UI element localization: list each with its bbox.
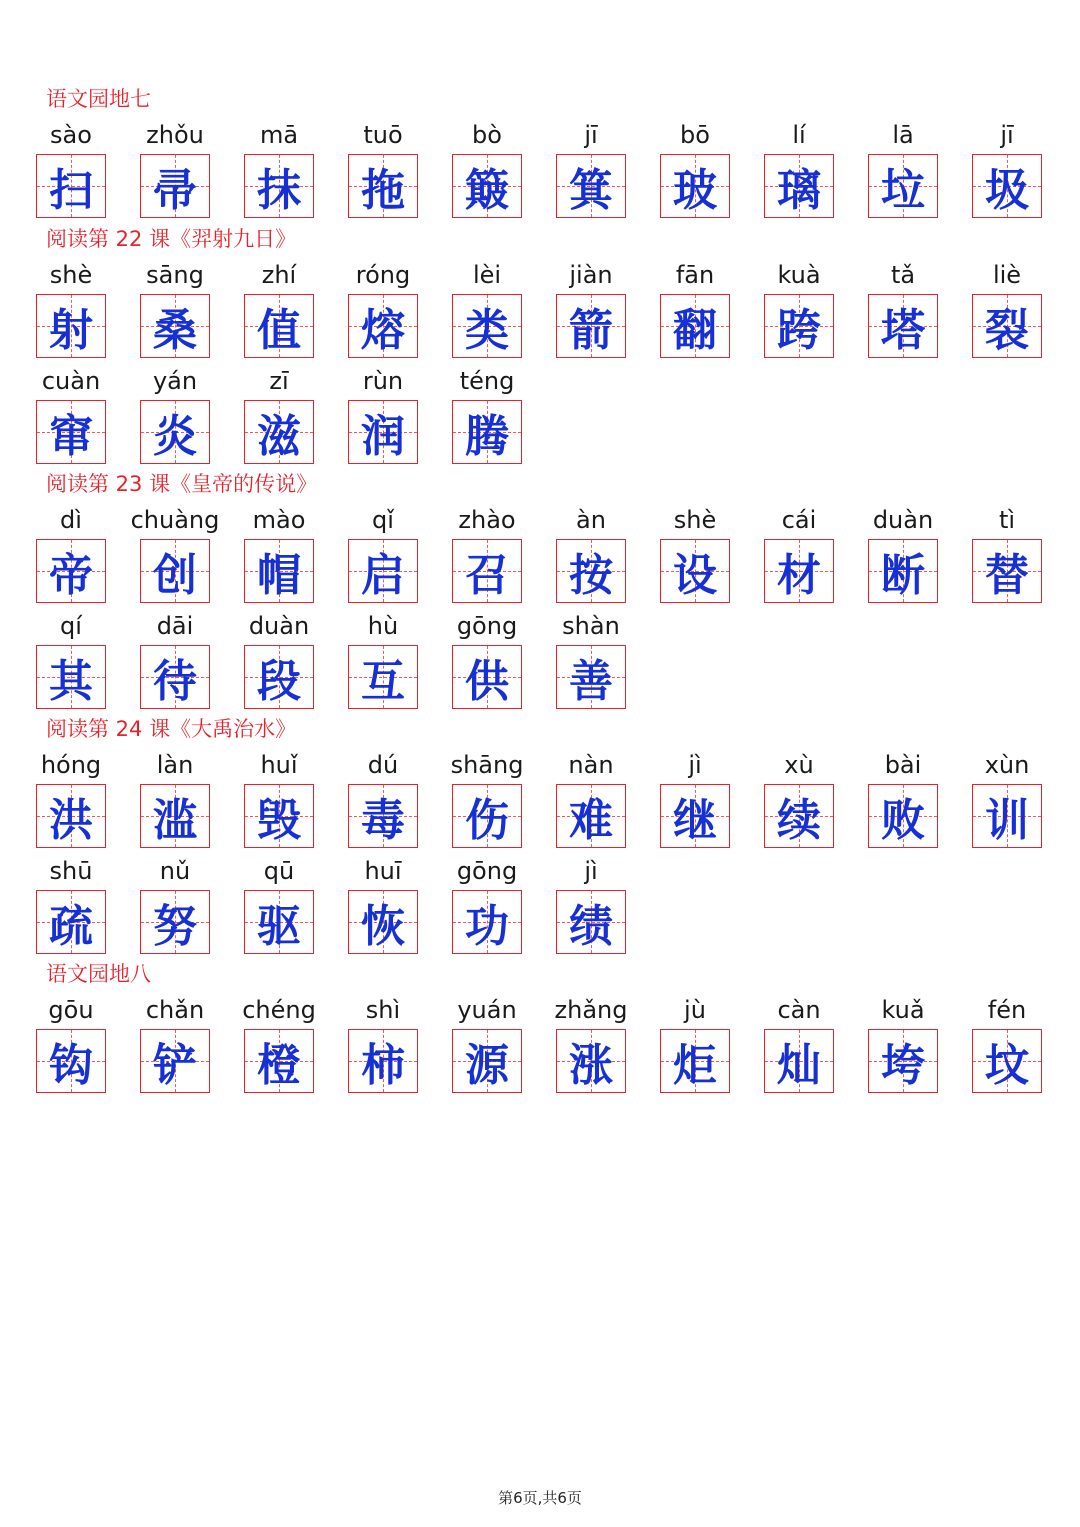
hanzi-character: 垃 xyxy=(881,165,925,216)
hanzi-character: 启 xyxy=(361,550,405,601)
tianzige-box xyxy=(36,400,106,464)
tianzige-box xyxy=(36,645,106,709)
pinyin-label: huī xyxy=(364,857,402,885)
tianzige-box xyxy=(660,539,730,603)
hanzi-character: 洪 xyxy=(49,795,93,846)
tianzige-box xyxy=(140,539,210,603)
pinyin-label: àn xyxy=(576,506,606,534)
tianzige-box xyxy=(348,400,418,464)
pinyin-label: gōng xyxy=(456,857,518,885)
pinyin-label: zhào xyxy=(458,506,516,534)
tianzige-box xyxy=(556,890,626,954)
pinyin-label: róng xyxy=(355,261,411,289)
hanzi-character: 驱 xyxy=(257,901,301,952)
pinyin-label: fén xyxy=(987,996,1027,1024)
tianzige-box xyxy=(972,1029,1042,1093)
hanzi-character: 伤 xyxy=(465,795,509,846)
tianzige-box xyxy=(36,294,106,358)
tianzige-box xyxy=(348,154,418,218)
tianzige-box xyxy=(348,784,418,848)
tianzige-box xyxy=(972,539,1042,603)
pinyin-label: shāng xyxy=(450,751,524,779)
pinyin-label: gōng xyxy=(456,612,518,640)
hanzi-character: 扫 xyxy=(49,165,93,216)
pinyin-label: càn xyxy=(777,996,821,1024)
hanzi-character: 毒 xyxy=(361,795,405,846)
pinyin-label: bài xyxy=(884,751,922,779)
tianzige-box xyxy=(452,784,522,848)
tianzige-box xyxy=(452,400,522,464)
pinyin-label: tuō xyxy=(363,121,403,149)
pinyin-label: shì xyxy=(365,996,401,1024)
hanzi-character: 炬 xyxy=(673,1040,717,1091)
tianzige-box xyxy=(244,1029,314,1093)
pinyin-label: shū xyxy=(49,857,93,885)
tianzige-box xyxy=(868,154,938,218)
hanzi-character: 橙 xyxy=(257,1040,301,1091)
pinyin-label: xùn xyxy=(984,751,1030,779)
hanzi-character: 裂 xyxy=(985,305,1029,356)
hanzi-character: 材 xyxy=(777,550,821,601)
hanzi-character: 圾 xyxy=(985,165,1029,216)
hanzi-character: 簸 xyxy=(465,165,509,216)
pinyin-label: chǎn xyxy=(145,996,205,1024)
pinyin-label: chéng xyxy=(242,996,316,1024)
pinyin-label: jù xyxy=(684,996,706,1024)
tianzige-box xyxy=(140,645,210,709)
hanzi-character: 箕 xyxy=(569,165,613,216)
hanzi-character: 待 xyxy=(153,656,197,707)
hanzi-character: 玻 xyxy=(673,165,717,216)
pinyin-label: dì xyxy=(60,506,82,534)
tianzige-box xyxy=(244,645,314,709)
hanzi-character: 值 xyxy=(257,305,301,356)
tianzige-box xyxy=(660,1029,730,1093)
pinyin-label: dú xyxy=(367,751,399,779)
tianzige-box xyxy=(868,1029,938,1093)
hanzi-character: 设 xyxy=(673,550,717,601)
pinyin-label: xù xyxy=(784,751,814,779)
pinyin-label: làn xyxy=(156,751,194,779)
tianzige-box xyxy=(764,539,834,603)
section-heading: 阅读第 23 课《皇帝的传说》 xyxy=(46,472,318,496)
hanzi-character: 钩 xyxy=(49,1040,93,1091)
tianzige-box xyxy=(244,400,314,464)
hanzi-character: 按 xyxy=(569,550,613,601)
page-footer: 第6页,共6页 xyxy=(498,1489,582,1507)
pinyin-label: yán xyxy=(152,367,198,395)
pinyin-label: lèi xyxy=(472,261,502,289)
pinyin-label: huǐ xyxy=(260,751,298,779)
tianzige-box xyxy=(348,890,418,954)
pinyin-label: cuàn xyxy=(41,367,101,395)
hanzi-character: 创 xyxy=(153,550,197,601)
tianzige-box xyxy=(556,1029,626,1093)
tianzige-box xyxy=(244,294,314,358)
pinyin-label: yuán xyxy=(457,996,517,1024)
hanzi-character: 熔 xyxy=(361,305,405,356)
pinyin-label: sāng xyxy=(146,261,204,289)
hanzi-character: 供 xyxy=(465,656,509,707)
tianzige-box xyxy=(348,645,418,709)
hanzi-character: 璃 xyxy=(777,165,821,216)
pinyin-label: jī xyxy=(1000,121,1014,149)
hanzi-character: 润 xyxy=(361,411,405,462)
tianzige-box xyxy=(556,784,626,848)
section-heading: 语文园地八 xyxy=(46,962,151,986)
pinyin-label: qí xyxy=(60,612,82,640)
hanzi-character: 帝 xyxy=(49,550,93,601)
hanzi-character: 训 xyxy=(985,795,1029,846)
tianzige-box xyxy=(36,1029,106,1093)
hanzi-character: 绩 xyxy=(569,901,613,952)
hanzi-character: 功 xyxy=(465,901,509,952)
pinyin-label: chuàng xyxy=(130,506,220,534)
hanzi-character: 翻 xyxy=(673,305,717,356)
pinyin-label: shàn xyxy=(562,612,620,640)
pinyin-label: téng xyxy=(459,367,515,395)
pinyin-label: liè xyxy=(992,261,1022,289)
hanzi-character: 召 xyxy=(465,550,509,601)
section-heading: 语文园地七 xyxy=(46,87,151,111)
pinyin-label: lí xyxy=(792,121,806,149)
pinyin-label: zī xyxy=(269,367,289,395)
hanzi-character: 毁 xyxy=(257,795,301,846)
hanzi-character: 炎 xyxy=(153,411,197,462)
tianzige-box xyxy=(244,154,314,218)
tianzige-box xyxy=(452,645,522,709)
tianzige-box xyxy=(452,539,522,603)
pinyin-label: lā xyxy=(892,121,914,149)
pinyin-label: fān xyxy=(675,261,715,289)
pinyin-label: hù xyxy=(367,612,399,640)
tianzige-box xyxy=(972,294,1042,358)
tianzige-box xyxy=(452,890,522,954)
pinyin-label: zhí xyxy=(261,261,297,289)
tianzige-box xyxy=(556,154,626,218)
section-heading: 阅读第 22 课《羿射九日》 xyxy=(46,227,297,251)
hanzi-character: 继 xyxy=(673,795,717,846)
pinyin-label: mā xyxy=(259,121,299,149)
section-heading: 阅读第 24 课《大禹治水》 xyxy=(46,717,297,741)
hanzi-character: 类 xyxy=(465,305,509,356)
pinyin-label: gōu xyxy=(48,996,94,1024)
pinyin-label: hóng xyxy=(40,751,102,779)
hanzi-character: 帽 xyxy=(257,550,301,601)
tianzige-box xyxy=(868,539,938,603)
tianzige-box xyxy=(244,539,314,603)
tianzige-box xyxy=(556,539,626,603)
hanzi-character: 源 xyxy=(465,1040,509,1091)
pinyin-label: shè xyxy=(49,261,93,289)
pinyin-label: tì xyxy=(998,506,1016,534)
hanzi-character: 射 xyxy=(49,305,93,356)
pinyin-label: bō xyxy=(680,121,710,149)
hanzi-character: 箭 xyxy=(569,305,613,356)
tianzige-box xyxy=(140,890,210,954)
tianzige-box xyxy=(556,294,626,358)
hanzi-character: 腾 xyxy=(465,411,509,462)
hanzi-character: 抹 xyxy=(257,165,301,216)
hanzi-character: 败 xyxy=(881,795,925,846)
pinyin-label: nǔ xyxy=(159,857,191,885)
tianzige-box xyxy=(868,784,938,848)
tianzige-box xyxy=(140,294,210,358)
pinyin-label: duàn xyxy=(248,612,310,640)
hanzi-character: 塔 xyxy=(881,305,925,356)
pinyin-label: tǎ xyxy=(890,261,916,289)
hanzi-character: 其 xyxy=(49,656,93,707)
tianzige-box xyxy=(140,154,210,218)
pinyin-label: rùn xyxy=(362,367,404,395)
pinyin-label: kuà xyxy=(777,261,821,289)
hanzi-character: 滥 xyxy=(153,795,197,846)
tianzige-box xyxy=(452,294,522,358)
pinyin-label: jì xyxy=(584,857,598,885)
pinyin-label: kuǎ xyxy=(881,996,925,1024)
hanzi-character: 铲 xyxy=(153,1040,197,1091)
pinyin-label: cái xyxy=(781,506,817,534)
tianzige-box xyxy=(764,1029,834,1093)
tianzige-box xyxy=(36,890,106,954)
hanzi-character: 柿 xyxy=(361,1040,405,1091)
hanzi-character: 坟 xyxy=(985,1040,1029,1091)
tianzige-box xyxy=(556,645,626,709)
tianzige-box xyxy=(140,1029,210,1093)
hanzi-character: 续 xyxy=(777,795,821,846)
pinyin-label: sào xyxy=(50,121,92,149)
pinyin-label: jī xyxy=(584,121,598,149)
pinyin-label: zhǒu xyxy=(146,121,204,149)
pinyin-label: qǐ xyxy=(372,506,394,534)
pinyin-label: qū xyxy=(263,857,295,885)
hanzi-character: 窜 xyxy=(49,411,93,462)
hanzi-character: 段 xyxy=(257,656,301,707)
tianzige-box xyxy=(764,154,834,218)
pinyin-label: dāi xyxy=(156,612,194,640)
hanzi-character: 涨 xyxy=(569,1040,613,1091)
hanzi-character: 帚 xyxy=(153,165,197,216)
tianzige-box xyxy=(660,784,730,848)
tianzige-box xyxy=(348,294,418,358)
pinyin-label: duàn xyxy=(872,506,934,534)
hanzi-character: 恢 xyxy=(361,901,405,952)
pinyin-label: zhǎng xyxy=(554,996,628,1024)
tianzige-box xyxy=(452,1029,522,1093)
pinyin-label: shè xyxy=(673,506,717,534)
tianzige-box xyxy=(36,154,106,218)
tianzige-box xyxy=(972,154,1042,218)
tianzige-box xyxy=(764,784,834,848)
hanzi-character: 互 xyxy=(361,656,405,707)
pinyin-label: nàn xyxy=(568,751,614,779)
hanzi-character: 疏 xyxy=(49,901,93,952)
hanzi-character: 跨 xyxy=(777,305,821,356)
tianzige-box xyxy=(660,154,730,218)
tianzige-box xyxy=(348,539,418,603)
hanzi-character: 难 xyxy=(569,795,613,846)
tianzige-box xyxy=(140,400,210,464)
hanzi-character: 拖 xyxy=(361,165,405,216)
tianzige-box xyxy=(660,294,730,358)
pinyin-label: jì xyxy=(688,751,702,779)
tianzige-box xyxy=(868,294,938,358)
tianzige-box xyxy=(972,784,1042,848)
pinyin-label: mào xyxy=(252,506,306,534)
hanzi-character: 滋 xyxy=(257,411,301,462)
hanzi-character: 垮 xyxy=(881,1040,925,1091)
tianzige-box xyxy=(764,294,834,358)
pinyin-label: jiàn xyxy=(569,261,613,289)
hanzi-character: 替 xyxy=(985,550,1029,601)
tianzige-box xyxy=(348,1029,418,1093)
tianzige-box xyxy=(244,784,314,848)
hanzi-character: 桑 xyxy=(153,305,197,356)
hanzi-character: 善 xyxy=(569,656,613,707)
pinyin-label: bò xyxy=(472,121,502,149)
tianzige-box xyxy=(244,890,314,954)
hanzi-character: 努 xyxy=(153,901,197,952)
tianzige-box xyxy=(36,539,106,603)
tianzige-box xyxy=(452,154,522,218)
tianzige-box xyxy=(36,784,106,848)
hanzi-character: 断 xyxy=(881,550,925,601)
hanzi-character: 灿 xyxy=(777,1040,821,1091)
tianzige-box xyxy=(140,784,210,848)
